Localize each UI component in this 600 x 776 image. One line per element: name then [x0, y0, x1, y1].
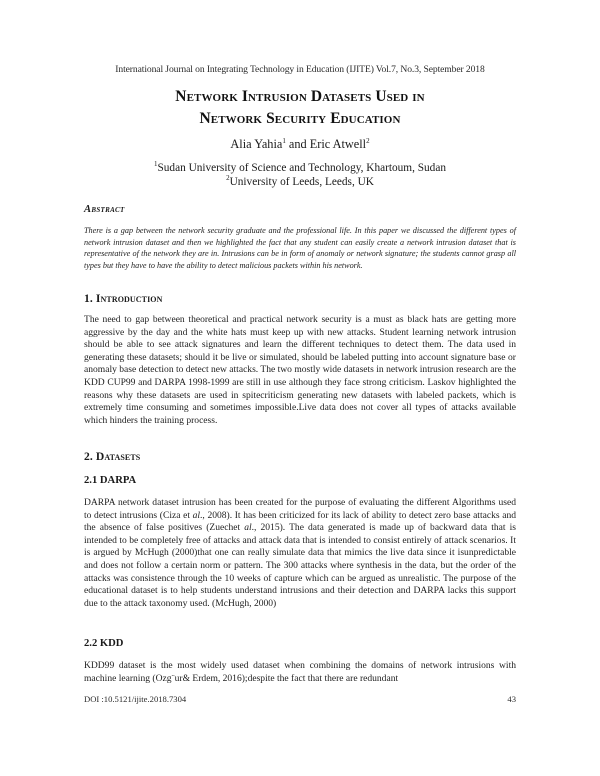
footer-doi: DOI :10.5121/ijite.2018.7304 — [84, 694, 187, 704]
affiliations — [0, 161, 600, 189]
affiliation-item — [0, 161, 600, 175]
citation-etal: al — [192, 509, 201, 521]
author-affiliation-marker: 2 — [366, 136, 370, 145]
darpa-text: DARPA network dataset intrusion has been created for the purpose of evaluating the different Algorithms used to detect intrusions (Ciza et — [84, 497, 516, 521]
affiliation-text: Sudan University of Science and Technology, Khartoum, Sudan — [157, 162, 446, 174]
affiliation-marker: 1 — [154, 160, 158, 169]
footer-page-number: 43 — [507, 694, 516, 704]
kdd-paragraph: KDD99 dataset is the most widely used dataset when combining the domains of network intrusions with machine learning (Ozg¨ur& Erdem, 2016);despite the fact that there are redundant — [84, 660, 516, 684]
section-heading-datasets: 2. Datasets — [84, 450, 141, 463]
citation-etal: al — [244, 522, 252, 534]
title-line-1: Network Intrusion Datasets Used in — [175, 88, 425, 105]
affiliation-item — [0, 175, 600, 189]
darpa-text: ., 2015). The data generated is made up of backward data that is intended to be completely free of attacks and attack data that is intended to consist entirely of attack scenarios. It is argued by McHugh (2000)that one can really simulate data that mimics the live data since it isunpredictable and does not follow a certain norm or pattern. The 300 attacks where synthesis in the data, but the order of the attacks was consistence through the 10 weeks of capture which can be argued as unrealistic. The purpose of the educational dataset is to help students understand intrusions and their detection and DARPA lacks this support due to the attack taxonomy used. (McHugh, 2000) — [84, 522, 516, 609]
introduction-paragraph: The need to gap between theoretical and practical network security is a must as black hats are getting more aggressive by the day and the white hats must keep up with new attacks. Student learning network intrusion should be able to see attack signatures and learn the different techniques to detect them. The data used in generating these datasets; should it be live or simulated, should be labeled putting into account signature base or anomaly base detection to detect new attacks. The two mostly wide datasets in network intrusion research are the KDD CUP99 and DARPA 1998-1999 are still in use although they face strong criticism. Laskov highlighted the reasons why these datasets are used in spitecriticism generating new datasets with labeled packets, which is extremely time consuming and sometimes impossible.Live data does not cover all types of attacks available which hinders the training process. — [84, 314, 516, 426]
author-list — [0, 137, 600, 152]
affiliation-marker: 2 — [226, 174, 230, 183]
author-joiner: and — [285, 137, 310, 151]
author-affiliation-marker: 1 — [282, 136, 286, 145]
darpa-text: ., 2008). It has been criticized for its lack of ability to detect zero base attacks and the absence of false positives (Zuechet — [84, 509, 516, 534]
abstract-heading: Abstract — [84, 204, 125, 215]
author-name: Alia Yahia — [230, 137, 283, 151]
abstract-body: There is a gap between the network security graduate and the professional life. In this paper we discussed the different types of network intrusion dataset and then we highlighted the fact that any student can easily create a network intrusion dataset that is representative of the network they are in. Intrusions can be in form of anomaly or network signature; the students cannot grasp all types but they have to have the ability to detect malicious packets within his network. — [84, 226, 516, 270]
paper-title — [60, 86, 540, 130]
darpa-paragraph — [84, 497, 516, 610]
subsection-heading-darpa: 2.1 DARPA — [84, 475, 137, 486]
journal-running-header: International Journal on Integrating Technology in Education (IJITE) Vol.7, No.3, September 2018 — [115, 64, 485, 75]
author-name: Eric Atwell — [309, 137, 367, 151]
subsection-heading-kdd: 2.2 KDD — [84, 638, 124, 649]
section-heading-introduction: 1. Introduction — [84, 292, 163, 305]
title-line-2: Network Security Education — [199, 110, 401, 127]
affiliation-text: University of Leeds, Leeds, UK — [229, 176, 374, 188]
